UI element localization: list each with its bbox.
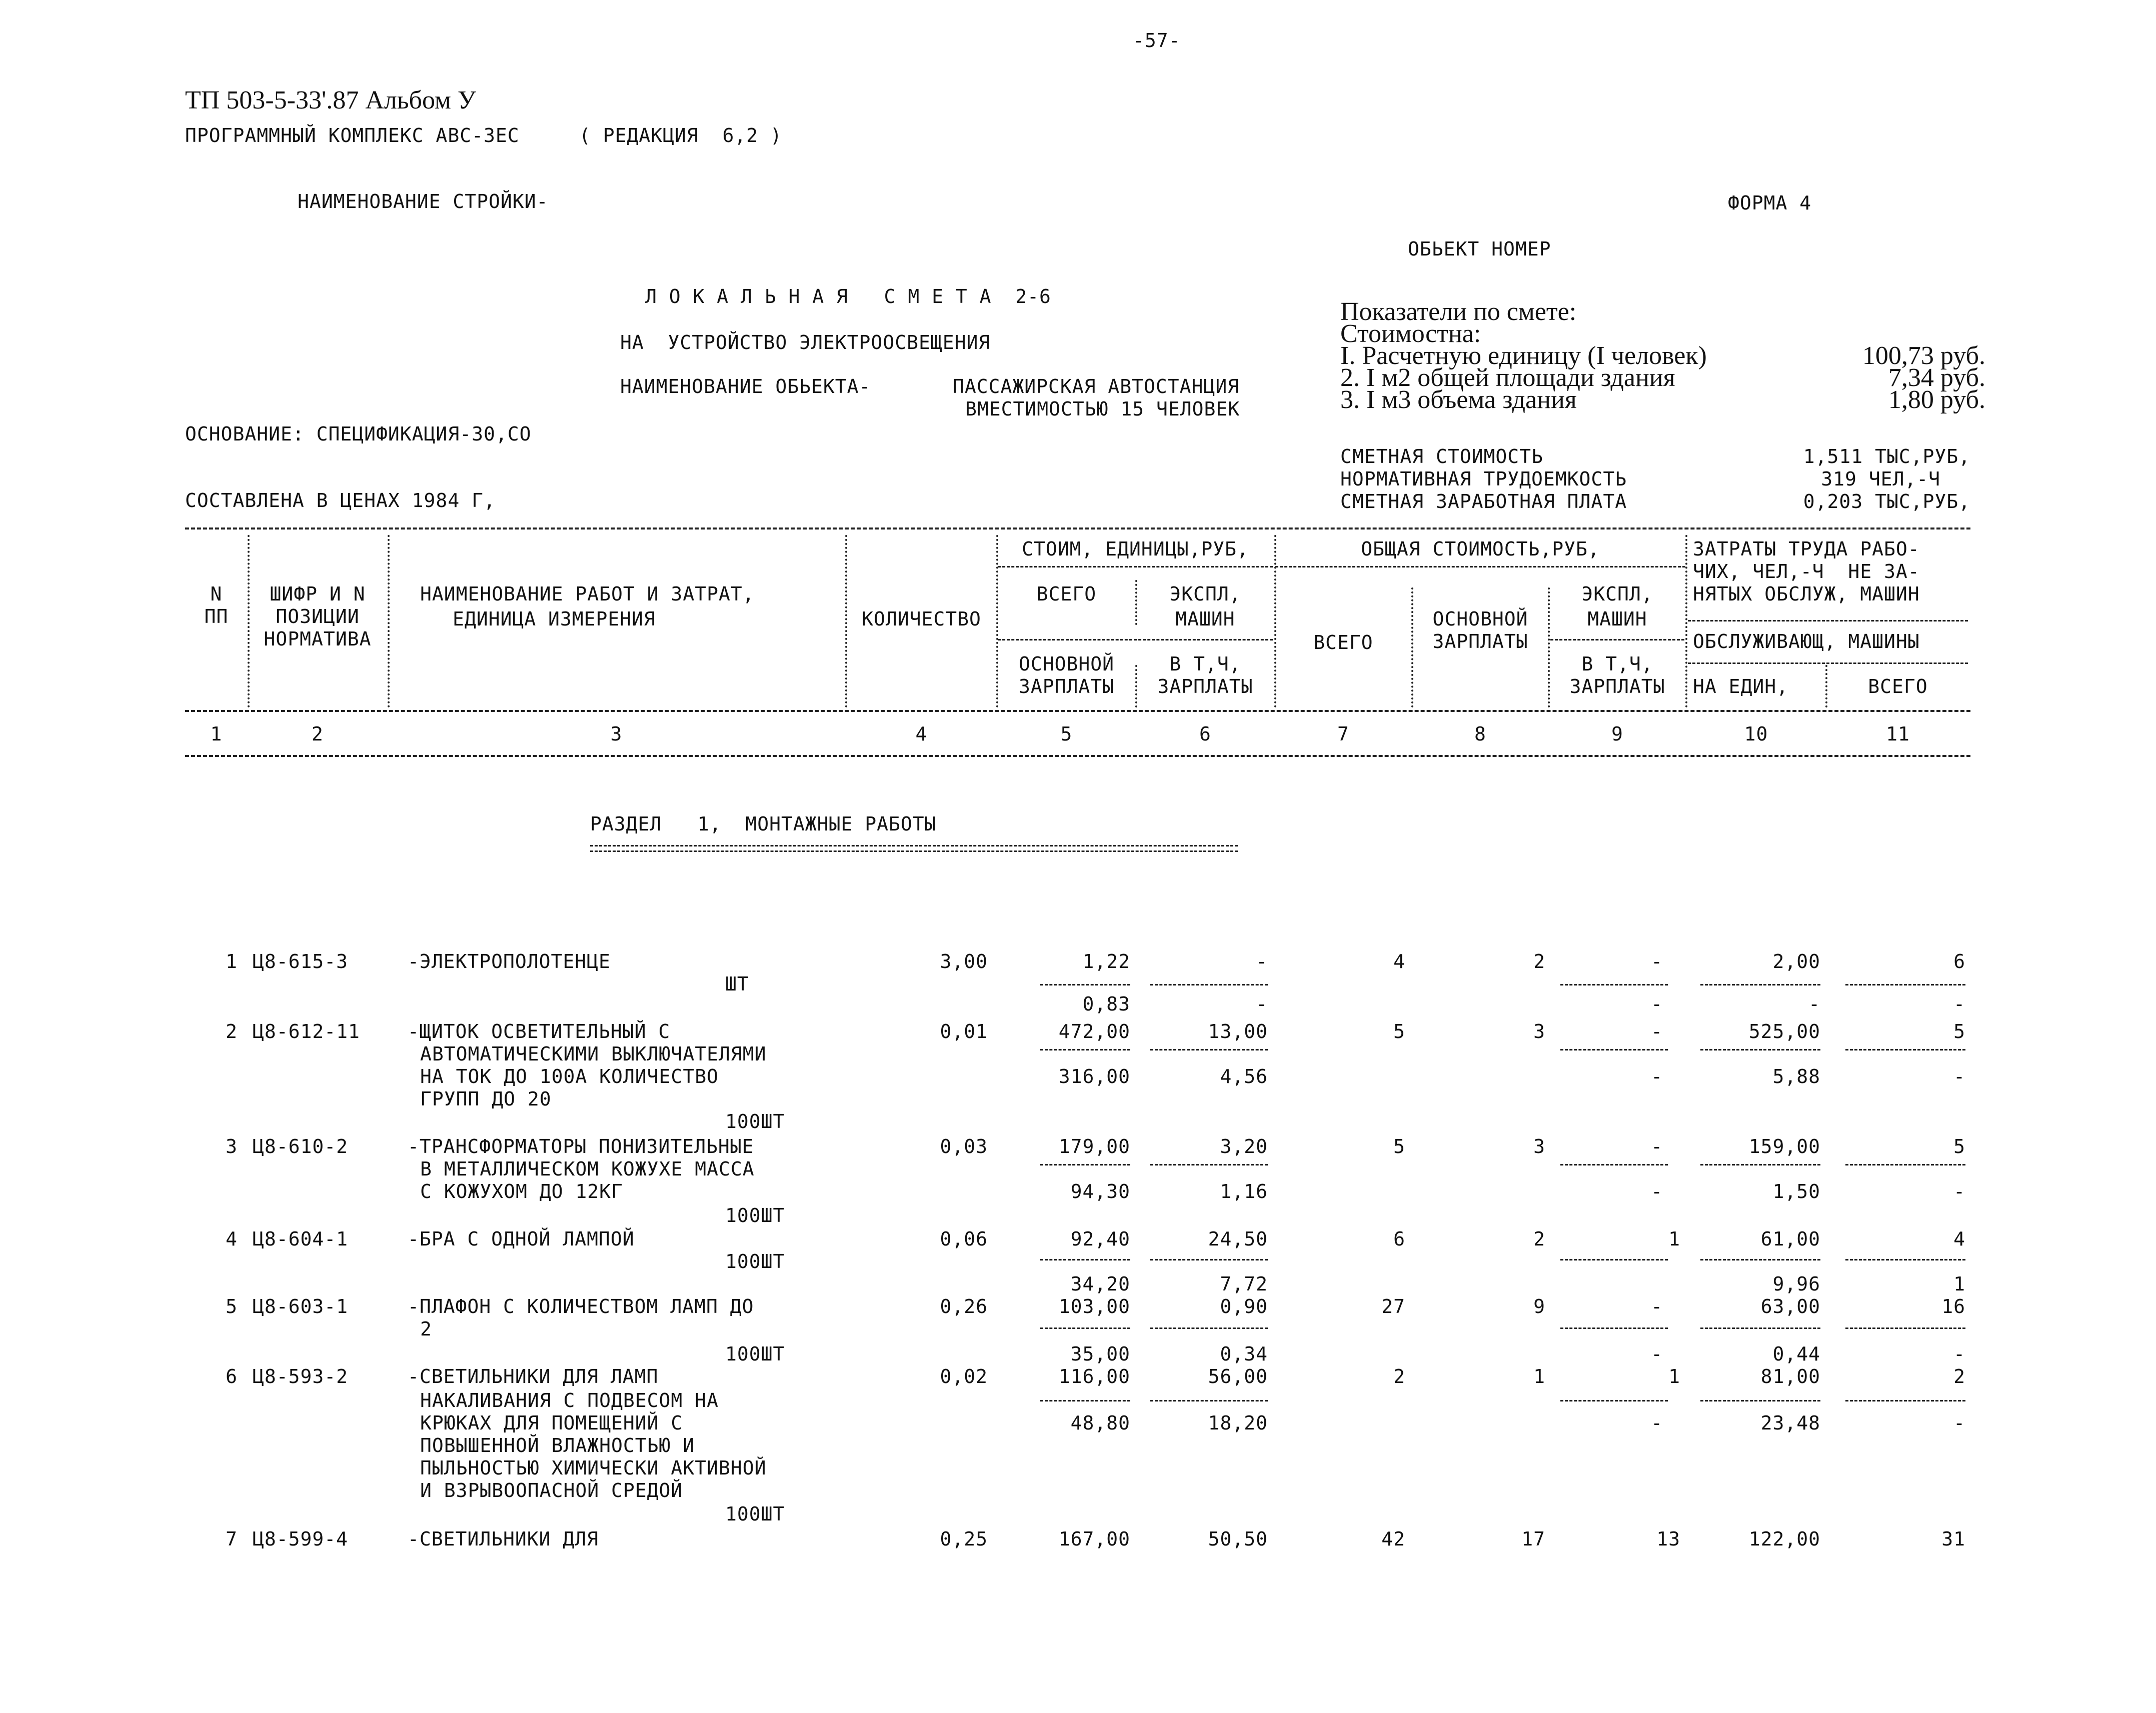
labor-unit-machine-value: 9,96 (1772, 1273, 1820, 1295)
total-incl-wage-value: - (1651, 1066, 1663, 1088)
construction-name-label: НАИМЕНОВАНИЕ СТРОЙКИ- (298, 190, 549, 212)
unit-machine-value: 0,90 (1220, 1296, 1268, 1318)
unit-wage-header: ЗАРПЛАТЫ (1018, 676, 1115, 698)
value-divider (1700, 1259, 1820, 1260)
row-code: Ц8-612-11 (253, 1020, 360, 1042)
labor-total-value: 4 (1953, 1228, 1965, 1250)
column-number: 6 (1199, 723, 1211, 745)
labor-unit-value: 159,00 (1748, 1136, 1820, 1158)
section-underline (590, 845, 1238, 852)
row-code: Ц8-604-1 (253, 1228, 349, 1250)
summary-value: 1,511 ТЫС,РУБ, (1803, 446, 1970, 468)
col-code-header: ШИФР И N (270, 583, 366, 605)
total-value: 5 (1393, 1136, 1405, 1158)
total-cost-rule (1275, 566, 1685, 568)
row-number: 1 (226, 950, 238, 972)
total-machine-value: 13 (1656, 1528, 1680, 1550)
value-divider (1700, 1164, 1820, 1166)
col-n-header: ПП (204, 606, 229, 628)
unit-machine-value: - (1256, 950, 1268, 972)
labor-unit-machine-value: 1,50 (1772, 1180, 1820, 1202)
unit-total-value: 1,22 (1082, 950, 1130, 972)
column-number: 3 (610, 723, 623, 745)
unit-wage-value: 0,83 (1082, 993, 1130, 1015)
column-separator (1548, 588, 1550, 708)
unit-total-value: 92,40 (1070, 1228, 1130, 1250)
col-name-header: НАИМЕНОВАНИЕ РАБОТ И ЗАТРАТ, (420, 583, 755, 605)
unit-cost-rule (998, 566, 1273, 568)
total-incl-wage-value: - (1651, 1412, 1663, 1434)
unit-incl-header: В Т,Ч, (1169, 653, 1241, 675)
unit-incl-wage-value: - (1256, 993, 1268, 1015)
total-wage-value: 1 (1533, 1366, 1545, 1388)
total-incl-wage-value: - (1651, 993, 1663, 1015)
row-name-line: -СВЕТИЛЬНИКИ ДЛЯ (408, 1528, 599, 1550)
unit-total-value: 179,00 (1058, 1136, 1130, 1158)
row-name-line: -ЭЛЕКТРОПОЛОТЕНЦЕ (408, 950, 611, 972)
total-value: 2 (1393, 1366, 1405, 1388)
unit-total-value: 167,00 (1058, 1528, 1130, 1550)
row-name-line: НАКАЛИВАНИЯ С ПОДВЕСОМ НА (420, 1390, 719, 1412)
labor-subrule (1688, 620, 1968, 622)
basis: ОСНОВАНИЕ: СПЕЦИФИКАЦИЯ-30,СО (185, 423, 532, 445)
row-quantity: 0,26 (940, 1296, 988, 1318)
unit-incl-header: ЗАРПЛАТЫ (1157, 676, 1253, 698)
row-name-line: КРЮКАХ ДЛЯ ПОМЕЩЕНИЙ С (420, 1412, 683, 1434)
unit-machine-value: 50,50 (1208, 1528, 1268, 1550)
unit-cost-header: СТОИМ, ЕДИНИЦЫ,РУБ, (1022, 538, 1249, 560)
summary-label: НОРМАТИВНАЯ ТРУДОЕМКОСТЬ (1340, 468, 1627, 490)
value-divider (1845, 1164, 1965, 1166)
labor-total-machine-value: - (1953, 993, 1965, 1015)
labor-per-unit-header: НА ЕДИН, (1693, 676, 1789, 698)
value-divider (1700, 1049, 1820, 1050)
labor-total-machine-value: - (1953, 1343, 1965, 1365)
row-name-line: -ЩИТОК ОСВЕТИТЕЛЬНЫЙ С (408, 1020, 671, 1042)
album-title: ТП 503-5-33'.87 Альбом У (185, 86, 476, 114)
row-name-line: ПЫЛЬНОСТЬЮ ХИМИЧЕСКИ АКТИВНОЙ (420, 1457, 767, 1479)
labor-unit-value: 61,00 (1760, 1228, 1820, 1250)
total-wage-value: 3 (1533, 1020, 1545, 1042)
unit-incl-wage-value: 18,20 (1208, 1412, 1268, 1434)
total-mach-header: МАШИН (1587, 608, 1647, 630)
row-number: 6 (226, 1366, 238, 1388)
labor-total-value: 2 (1953, 1366, 1965, 1388)
total-incl-header: В Т,Ч, (1581, 653, 1653, 675)
labor-header: НЯТЫХ ОБСЛУЖ, МАШИН (1693, 583, 1920, 605)
row-name-line: ГРУПП ДО 20 (420, 1088, 552, 1110)
labor-unit-machine-value: 5,88 (1772, 1066, 1820, 1088)
labor-unit-value: 525,00 (1748, 1020, 1820, 1042)
labor-total-machine-value: - (1953, 1180, 1965, 1202)
column-separator (1135, 580, 1137, 625)
unit-wage-value: 94,30 (1070, 1180, 1130, 1202)
value-divider (1150, 1259, 1268, 1260)
row-unit: 100ШТ (725, 1204, 785, 1226)
col-name-header: ЕДИНИЦА ИЗМЕРЕНИЯ (453, 608, 656, 630)
unit-machine-value: 24,50 (1208, 1228, 1268, 1250)
total-wage-value: 9 (1533, 1296, 1545, 1318)
value-divider (1040, 1164, 1130, 1166)
row-code: Ц8-603-1 (253, 1296, 349, 1318)
unit-wage-value: 316,00 (1058, 1066, 1130, 1088)
row-code: Ц8-599-4 (253, 1528, 349, 1550)
value-divider (1700, 984, 1820, 986)
total-wage-value: 2 (1533, 1228, 1545, 1250)
row-code: Ц8-615-3 (253, 950, 349, 972)
unit-total-value: 116,00 (1058, 1366, 1130, 1388)
column-number: 4 (915, 723, 928, 745)
labor-unit-value: 81,00 (1760, 1366, 1820, 1388)
row-number: 2 (226, 1020, 238, 1042)
value-divider (1845, 1259, 1965, 1260)
row-quantity: 0,02 (940, 1366, 988, 1388)
object-number-label: ОБЬЕКТ НОМЕР (1408, 238, 1551, 260)
value-divider (1040, 1049, 1130, 1050)
prices: СОСТАВЛЕНА В ЦЕНАХ 1984 Г, (185, 490, 496, 512)
column-number: 5 (1060, 723, 1073, 745)
total-value: 6 (1393, 1228, 1405, 1250)
unit-incl-wage-value: 4,56 (1220, 1066, 1268, 1088)
value-divider (1700, 1400, 1820, 1402)
value-divider (1040, 1259, 1130, 1260)
total-machine-value: 1 (1668, 1366, 1680, 1388)
total-wage-value: 3 (1533, 1136, 1545, 1158)
unit-machine-value: 56,00 (1208, 1366, 1268, 1388)
numbers-rule (185, 755, 1970, 757)
col-qty-header: КОЛИЧЕСТВО (862, 608, 981, 630)
value-divider (1560, 1328, 1668, 1329)
row-name-line: С КОЖУХОМ ДО 12КГ (420, 1180, 623, 1202)
total-incl-wage-value: - (1651, 1343, 1663, 1365)
row-number: 4 (226, 1228, 238, 1250)
row-name-line: И ВЗРЫВООПАСНОЙ СРЕДОЙ (420, 1480, 683, 1502)
row-name-line: 2 (420, 1318, 432, 1340)
unit-total-header: ВСЕГО (1036, 583, 1097, 605)
total-value: 4 (1393, 950, 1405, 972)
row-unit: 100ШТ (725, 1343, 785, 1365)
row-unit: 100ШТ (725, 1250, 785, 1272)
row-quantity: 0,01 (940, 1020, 988, 1042)
column-number: 9 (1611, 723, 1623, 745)
unit-total-value: 472,00 (1058, 1020, 1130, 1042)
col-code-header: НОРМАТИВА (264, 628, 372, 650)
indicators-subheading: Стоимостна: (1340, 320, 1481, 348)
unit-incl-wage-value: 7,72 (1220, 1273, 1268, 1295)
summary-label: СМЕТНАЯ СТОИМОСТЬ (1340, 446, 1543, 468)
total-value: 5 (1393, 1020, 1405, 1042)
unit-wage-header: ОСНОВНОЙ (1018, 653, 1115, 675)
value-divider (1150, 1164, 1268, 1166)
indicator-label: I. Расчетную единицу (I человек) (1340, 342, 1707, 370)
labor-unit-machine-value: 23,48 (1760, 1412, 1820, 1434)
column-number: 1 (210, 723, 223, 745)
row-number: 7 (226, 1528, 238, 1550)
total-mach-subrule (1550, 639, 1684, 640)
row-code: Ц8-593-2 (253, 1366, 349, 1388)
value-divider (1040, 1328, 1130, 1329)
total-wage-value: 2 (1533, 950, 1545, 972)
total-all-header: ВСЕГО (1313, 632, 1373, 654)
row-name-line: НА ТОК ДО 100А КОЛИЧЕСТВО (420, 1066, 719, 1088)
object-name-line2: ВМЕСТИМОСТЬЮ 15 ЧЕЛОВЕК (965, 398, 1240, 420)
labor-total-machine-value: 1 (1953, 1273, 1965, 1295)
value-divider (1560, 1400, 1668, 1402)
total-value: 27 (1381, 1296, 1405, 1318)
row-number: 3 (226, 1136, 238, 1158)
row-name-line: -ТРАНСФОРМАТОРЫ ПОНИЗИТЕЛЬНЫЕ (408, 1136, 754, 1158)
table-top-rule (185, 528, 1970, 530)
unit-wage-value: 35,00 (1070, 1343, 1130, 1365)
summary-value: 319 ЧЕЛ,-Ч (1821, 468, 1940, 490)
row-unit: 100ШТ (725, 1110, 785, 1132)
row-quantity: 0,25 (940, 1528, 988, 1550)
total-machine-value: - (1651, 1296, 1663, 1318)
value-divider (1845, 984, 1965, 986)
labor-total-machine-value: - (1953, 1412, 1965, 1434)
labor-unit-machine-value: 0,44 (1772, 1343, 1820, 1365)
column-separator (1825, 665, 1827, 708)
total-machine-value: 1 (1668, 1228, 1680, 1250)
value-divider (1845, 1400, 1965, 1402)
row-name-line: -БРА С ОДНОЙ ЛАМПОЙ (408, 1228, 635, 1250)
value-divider (1040, 1400, 1130, 1402)
labor-total-value: 6 (1953, 950, 1965, 972)
unit-machine-value: 3,20 (1220, 1136, 1268, 1158)
labor-total-value: 5 (1953, 1136, 1965, 1158)
object-name-line1: ПАССАЖИРСКАЯ АВТОСТАНЦИЯ (953, 376, 1240, 398)
column-separator (388, 535, 390, 708)
labor-total-value: 5 (1953, 1020, 1965, 1042)
column-separator (1685, 535, 1687, 708)
indicator-value: 100,73 руб. (1862, 342, 1985, 370)
row-name-line: -СВЕТИЛЬНИКИ ДЛЯ ЛАМП (408, 1366, 659, 1388)
value-divider (1700, 1328, 1820, 1329)
value-divider (1040, 984, 1130, 986)
row-name-line: -ПЛАФОН С КОЛИЧЕСТВОМ ЛАМП ДО (408, 1296, 754, 1318)
row-quantity: 0,03 (940, 1136, 988, 1158)
value-divider (1560, 1164, 1668, 1166)
estimate-subject: НА УСТРОЙСТВО ЭЛЕКТРООСВЕЩЕНИЯ (620, 332, 991, 354)
row-quantity: 3,00 (940, 950, 988, 972)
value-divider (1150, 1328, 1268, 1329)
column-number: 2 (312, 723, 324, 745)
indicator-value: 7,34 руб. (1888, 364, 1985, 392)
labor-unit-value: 2,00 (1772, 950, 1820, 972)
labor-total-value: 16 (1941, 1296, 1965, 1318)
value-divider (1560, 984, 1668, 986)
total-incl-header: ЗАРПЛАТЫ (1569, 676, 1665, 698)
total-machine-value: - (1651, 1136, 1663, 1158)
labor-unit-value: 122,00 (1748, 1528, 1820, 1550)
column-separator (1135, 665, 1137, 708)
value-divider (1845, 1328, 1965, 1329)
column-separator (845, 535, 847, 708)
labor-header: ЧИХ, ЧЕЛ,-Ч НЕ ЗА- (1693, 560, 1920, 582)
total-machine-value: - (1651, 950, 1663, 972)
column-number: 10 (1744, 723, 1768, 745)
unit-wage-value: 34,20 (1070, 1273, 1130, 1295)
row-name-line: ПОВЫШЕННОЙ ВЛАЖНОСТЬЮ И (420, 1434, 695, 1456)
total-wage-header: ЗАРПЛАТЫ (1432, 630, 1528, 652)
row-quantity: 0,06 (940, 1228, 988, 1250)
row-name-line: В МЕТАЛЛИЧЕСКОМ КОЖУХЕ МАССА (420, 1158, 755, 1180)
unit-incl-wage-value: 0,34 (1220, 1343, 1268, 1365)
labor-total-header: ВСЕГО (1868, 676, 1928, 698)
column-separator (1274, 535, 1276, 708)
column-number: 8 (1474, 723, 1486, 745)
total-wage-value: 17 (1521, 1528, 1545, 1550)
header-rule (185, 710, 1970, 712)
value-divider (1150, 984, 1268, 986)
total-machine-value: - (1651, 1020, 1663, 1042)
value-divider (1150, 1400, 1268, 1402)
labor-subrule (1688, 662, 1968, 664)
value-divider (1560, 1049, 1668, 1050)
object-name-label: НАИМЕНОВАНИЕ ОБЬЕКТА- (620, 376, 871, 398)
row-unit: ШТ (725, 973, 749, 995)
row-unit: 100ШТ (725, 1503, 785, 1525)
form-label: ФОРМА 4 (1728, 192, 1812, 214)
unit-wage-value: 48,80 (1070, 1412, 1130, 1434)
indicator-value: 1,80 руб. (1888, 386, 1985, 414)
labor-total-value: 31 (1941, 1528, 1965, 1550)
unit-total-value: 103,00 (1058, 1296, 1130, 1318)
row-number: 5 (226, 1296, 238, 1318)
program-line: ПРОГРАММНЫЙ КОМПЛЕКС АВС-3ЕС ( РЕДАКЦИЯ 6,2 ) (185, 124, 782, 146)
total-wage-header: ОСНОВНОЙ (1432, 608, 1528, 630)
estimate-title: Л О К А Л Ь Н А Я С М Е Т А 2-6 (645, 286, 1051, 308)
unit-mach-header: ЭКСПЛ, (1169, 583, 1241, 605)
column-number: 7 (1337, 723, 1349, 745)
unit-mach-header: МАШИН (1175, 608, 1235, 630)
total-incl-wage-value: - (1651, 1180, 1663, 1202)
total-value: 42 (1381, 1528, 1405, 1550)
labor-total-machine-value: - (1953, 1066, 1965, 1088)
indicator-label: 2. I м2 общей площади здания (1340, 364, 1675, 392)
total-cost-header: ОБЩАЯ СТОИМОСТЬ,РУБ, (1361, 538, 1600, 560)
indicators-heading: Показатели по смете: (1340, 298, 1577, 326)
row-code: Ц8-610-2 (253, 1136, 349, 1158)
indicator-label: 3. I м3 объема здания (1340, 386, 1577, 414)
value-divider (1845, 1049, 1965, 1050)
total-mach-header: ЭКСПЛ, (1581, 583, 1653, 605)
summary-value: 0,203 ТЫС,РУБ, (1803, 490, 1970, 512)
unit-incl-wage-value: 1,16 (1220, 1180, 1268, 1202)
labor-unit-machine-value: - (1808, 993, 1820, 1015)
col-n-header: N (210, 583, 223, 605)
column-number: 11 (1886, 723, 1910, 745)
row-name-line: АВТОМАТИЧЕСКИМИ ВЫКЛЮЧАТЕЛЯМИ (420, 1043, 767, 1065)
labor-header: ЗАТРАТЫ ТРУДА РАБО- (1693, 538, 1920, 560)
labor-header: ОБСЛУЖИВАЮЩ, МАШИНЫ (1693, 630, 1920, 652)
column-separator (248, 535, 250, 708)
page-number: -57- (1133, 30, 1181, 52)
labor-unit-value: 63,00 (1760, 1296, 1820, 1318)
unit-machine-value: 13,00 (1208, 1020, 1268, 1042)
value-divider (1150, 1049, 1268, 1050)
unit-cost-subrule (998, 639, 1273, 640)
section-title: РАЗДЕЛ 1, МОНТАЖНЫЕ РАБОТЫ (590, 813, 937, 835)
summary-label: СМЕТНАЯ ЗАРАБОТНАЯ ПЛАТА (1340, 490, 1627, 512)
value-divider (1560, 1259, 1668, 1260)
col-code-header: ПОЗИЦИИ (276, 606, 360, 628)
